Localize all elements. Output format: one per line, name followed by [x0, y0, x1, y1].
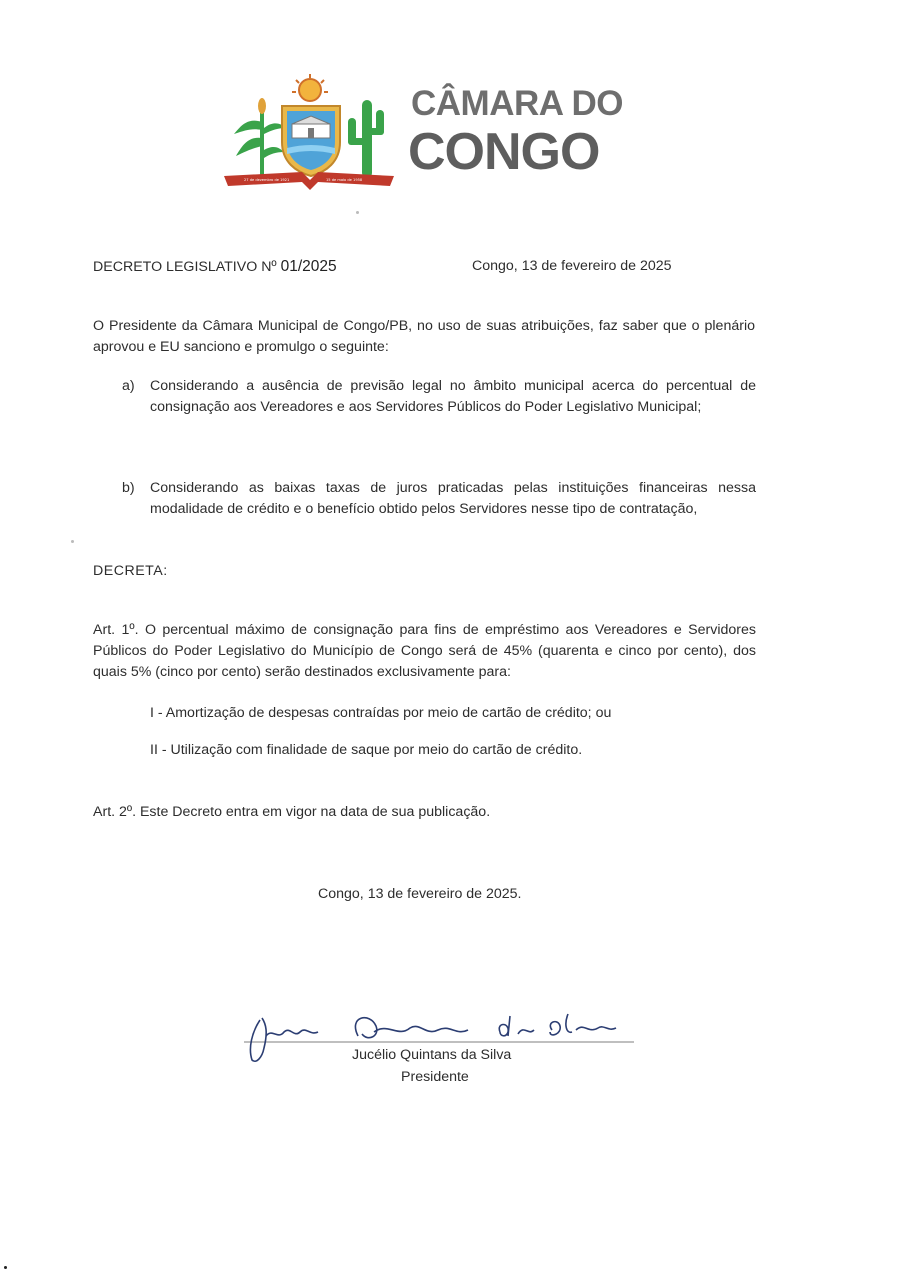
ribbon-right-text: 15 de maio de 1958	[326, 178, 363, 182]
brand-title-line1: CÂMARA DO	[411, 84, 623, 123]
article-1: Art. 1º. O percentual máximo de consignação para fins de empréstimo aos Vereadores e Servidores Públicos do Poder Legislativo do Município de Congo será de 45% (quarenta e cinco por cento), dos quais 5% (cinco por cento) serão destinados exclusivamente para:	[93, 622, 756, 680]
decree-label-text: DECRETO LEGISLATIVO Nº	[93, 259, 277, 275]
scan-speck	[356, 211, 359, 214]
signer-role: Presidente	[401, 1069, 469, 1085]
camara-do-congo-crest-icon	[222, 72, 397, 192]
shield-icon	[282, 106, 340, 176]
decree-number: 01/2025	[280, 258, 337, 275]
corn-plant-icon	[234, 98, 286, 176]
scan-speck	[71, 540, 74, 543]
inciso-2: II - Utilização com finalidade de saque por meio do cartão de crédito.	[150, 742, 583, 758]
signer-name: Jucélio Quintans da Silva	[352, 1047, 512, 1063]
ribbon-left-text: 27 de dezembro de 1921	[244, 178, 290, 182]
closing-date: Congo, 13 de fevereiro de 2025.	[318, 886, 522, 902]
consideration-text: Considerando as baixas taxas de juros praticadas pelas instituições financeiras nessa modalidade de crédito e o benefício obtido pelos Servidores nesse tipo de contratação,	[150, 480, 756, 517]
cactus-icon	[348, 100, 384, 178]
scan-speck	[4, 1266, 7, 1269]
consideration-marker: b)	[122, 480, 135, 496]
consideration-marker: a)	[122, 378, 135, 394]
decreta-heading: DECRETA:	[93, 563, 168, 579]
sun-icon	[292, 74, 328, 101]
intro-paragraph: O Presidente da Câmara Municipal de Congo/PB, no uso de suas atribuições, faz saber que o plenário aprovou e EU sanciono e promulgo o seguinte:	[93, 318, 755, 355]
consideration-text: Considerando a ausência de previsão legal no âmbito municipal acerca do percentual de consignação aos Vereadores e aos Servidores Públicos do Poder Legislativo Municipal;	[150, 378, 756, 415]
inciso-1: I - Amortização de despesas contraídas por meio de cartão de crédito; ou	[150, 705, 612, 721]
decree-label	[93, 256, 337, 278]
article-2: Art. 2º. Este Decreto entra em vigor na data de sua publicação.	[93, 804, 491, 820]
consideration-item	[122, 376, 756, 418]
consideration-item	[122, 478, 756, 520]
decree-date: Congo, 13 de fevereiro de 2025	[472, 258, 672, 274]
brand-title-line2: CONGO	[408, 123, 600, 181]
